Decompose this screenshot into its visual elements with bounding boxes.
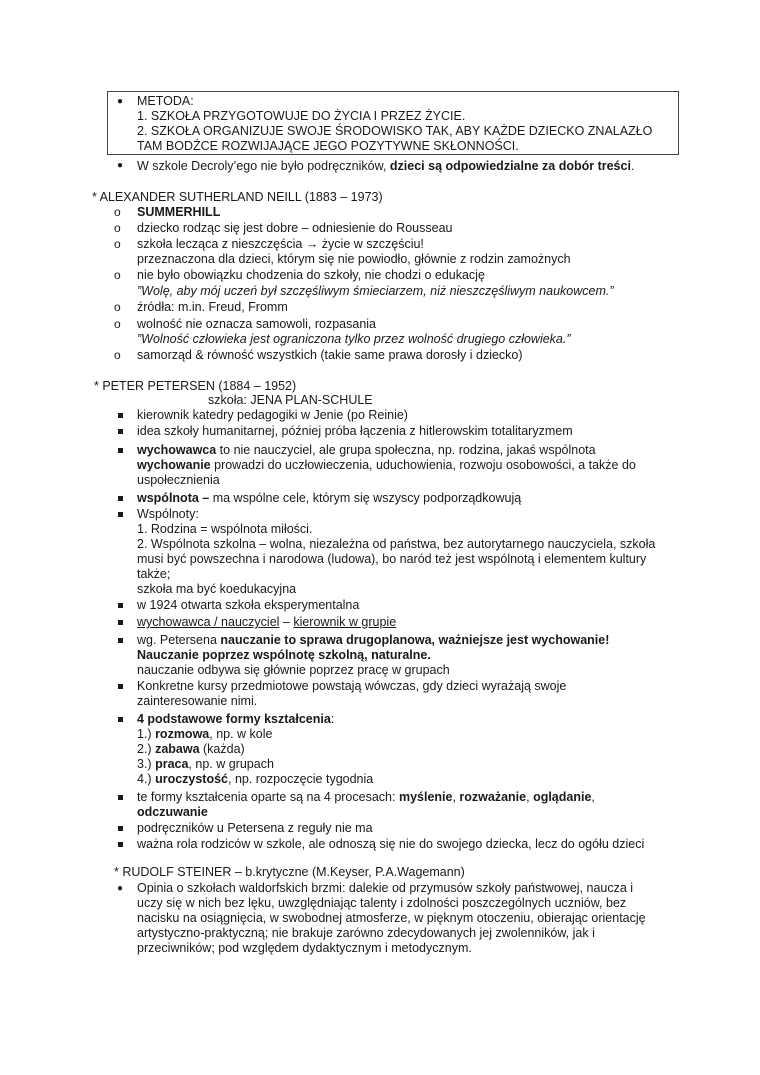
decroly-note: W szkole Decroly’ego nie było podręczników, dzieci są odpowiedzialne za dobór treści. [137, 159, 635, 173]
neill-intended: przeznaczona dla dzieci, którym się nie powiodło, głównie z rodzin zamożnych [137, 252, 571, 266]
bullet-disc-icon: ● [117, 160, 124, 171]
petersen-educator-2: wychowanie prowadzi do uczłowieczenia, uduchowienia, rozwoju osobowości, a także do [137, 458, 636, 472]
petersen-communities-1: 1. Rodzina = wspólnota miłości. [137, 522, 313, 536]
petersen-textbooks: podręczników u Petersena z reguły nie ma [137, 821, 373, 835]
bullet-square-icon [118, 638, 123, 643]
petersen-idea: idea szkoły humanitarnej, później próba łączenia z hitlerowskim totalitaryzmem [137, 424, 573, 438]
petersen-courses-2: zainteresowanie nimi. [137, 694, 258, 708]
neill-summerhill: SUMMERHILL [137, 205, 221, 219]
petersen-form-2: 2.) zabawa (każda) [137, 742, 245, 756]
bullet-square-icon [118, 842, 123, 847]
bullet-circle-icon: o [114, 268, 121, 282]
petersen-communities-title: Wspólnoty: [137, 507, 199, 521]
bullet-disc-icon: ● [117, 883, 124, 894]
bullet-circle-icon: o [114, 205, 121, 219]
petersen-teaching-2: Nauczanie poprzez wspólnotę szkolną, naturalne. [137, 648, 431, 662]
neill-healing: szkoła lecząca z nieszczęścia → życie w szczęściu! [137, 237, 424, 251]
method-item-2-cont: TAM BODŹCE ROZWIJAJĄCE JEGO POZYTYWNE SKŁONNOŚCI. [137, 139, 519, 153]
bullet-square-icon [118, 620, 123, 625]
method-item-1: 1. SZKOŁA PRZYGOTOWUJE DO ŻYCIA I PRZEZ ŻYCIE. [137, 109, 466, 123]
method-title: METODA: [137, 94, 194, 108]
steiner-line-5: przeciwników; pod względem dydaktycznym i metodycznym. [137, 941, 472, 955]
petersen-school: szkoła: JENA PLAN-SCHULE [208, 393, 373, 407]
neill-child-good: dziecko rodząc się jest dobre – odniesienie do Rousseau [137, 221, 453, 235]
bullet-square-icon [118, 684, 123, 689]
petersen-experimental: w 1924 otwarta szkoła eksperymentalna [137, 598, 360, 612]
steiner-line-3: nacisku na osiągnięcia, w swobodnej atmosferze, w pięknym otoczeniu, obierając orientację [137, 911, 646, 925]
bullet-square-icon [118, 496, 123, 501]
neill-sources: źródła: m.in. Freud, Fromm [137, 300, 288, 314]
petersen-communities-2: 2. Wspólnota szkolna – wolna, niezależna od państwa, bez autorytarnego nauczyciela, szkoła [137, 537, 656, 551]
bullet-square-icon [118, 429, 123, 434]
bullet-disc-icon: ● [117, 96, 124, 107]
petersen-teaching-3: nauczanie odbywa się głównie poprzez pracę w grupach [137, 663, 450, 677]
neill-heading: * ALEXANDER SUTHERLAND NEILL (1883 – 1973) [92, 190, 383, 204]
petersen-form-3: 3.) praca, np. w grupach [137, 757, 274, 771]
bullet-circle-icon: o [114, 348, 121, 362]
steiner-line-4: artystyczno-praktyczną; nie brakuje zarówno zdecydowanych jej zwolenników, jak i [137, 926, 595, 940]
bullet-square-icon [118, 717, 123, 722]
steiner-line-2: uczy się w nich bez lęku, uwzględniając talenty i zdolności poszczególnych uczniów, bez [137, 896, 627, 910]
petersen-communities-5: szkoła ma być koedukacyjna [137, 582, 297, 596]
neill-quote-2: ”Wolność człowieka jest ograniczona tylko przez wolność drugiego człowieka.” [137, 332, 571, 346]
petersen-teaching-1: wg. Petersena nauczanie to sprawa drugoplanowa, ważniejsze jest wychowanie! [137, 633, 610, 647]
petersen-parents: ważna rola rodziców w szkole, ale odnoszą się nie do swojego dziecka, lecz do ogółu dzieci [137, 837, 645, 851]
petersen-forms-title: 4 podstawowe formy kształcenia: [137, 712, 335, 726]
bullet-square-icon [118, 795, 123, 800]
petersen-form-4: 4.) uroczystość, np. rozpoczęcie tygodnia [137, 772, 374, 786]
petersen-educator-3: uspołecznienia [137, 473, 220, 487]
method-item-2: 2. SZKOŁA ORGANIZUJE SWOJE ŚRODOWISKO TAK, ABY KAŻDE DZIECKO ZNALAZŁO [137, 124, 653, 138]
petersen-heading: * PETER PETERSEN (1884 – 1952) [94, 379, 297, 393]
petersen-communities-4: także; [137, 567, 171, 581]
petersen-educator-1: wychowawca to nie nauczyciel, ale grupa społeczna, np. rodzina, jakaś wspólnota [137, 443, 596, 457]
steiner-heading: * RUDOLF STEINER – b.krytyczne (M.Keyser, P.A.Wagemann) [114, 865, 465, 879]
neill-quote-1: ”Wolę, aby mój uczeń był szczęśliwym śmieciarzem, niż nieszczęśliwym naukowcem.” [137, 284, 614, 298]
petersen-courses-1: Konkretne kursy przedmiotowe powstają wówczas, gdy dzieci wyrażają swoje [137, 679, 567, 693]
bullet-square-icon [118, 603, 123, 608]
neill-freedom: wolność nie oznacza samowoli, rozpasania [137, 317, 377, 331]
bullet-circle-icon: o [114, 300, 121, 314]
neill-selfgov: samorząd & równość wszystkich (takie same prawa dorosły i dziecko) [137, 348, 523, 362]
petersen-leader: wychowawca / nauczyciel – kierownik w grupie [137, 615, 397, 629]
petersen-communities-3: musi być powszechna i narodowa (ludowa), bo naród też jest wspólnotą i elementem kultury [137, 552, 647, 566]
bullet-circle-icon: o [114, 221, 121, 235]
bullet-circle-icon: o [114, 317, 121, 331]
steiner-line-1: Opinia o szkołach waldorfskich brzmi: dalekie od przymusów szkoły państwowej, naucza i [137, 881, 634, 895]
bullet-circle-icon: o [114, 237, 121, 251]
bullet-square-icon [118, 413, 123, 418]
neill-no-obligation: nie było obowiązku chodzenia do szkoły, nie chodzi o edukację [137, 268, 485, 282]
petersen-processes-1: te formy kształcenia oparte są na 4 procesach: myślenie, rozważanie, oglądanie, [137, 790, 595, 804]
petersen-chair: kierownik katedry pedagogiki w Jenie (po Reinie) [137, 408, 408, 422]
bullet-square-icon [118, 512, 123, 517]
bullet-square-icon [118, 448, 123, 453]
petersen-processes-2: odczuwanie [137, 805, 208, 819]
bullet-square-icon [118, 826, 123, 831]
petersen-form-1: 1.) rozmowa, np. w kole [137, 727, 273, 741]
petersen-community: wspólnota – ma wspólne cele, którym się wszyscy podporządkowują [137, 491, 522, 505]
